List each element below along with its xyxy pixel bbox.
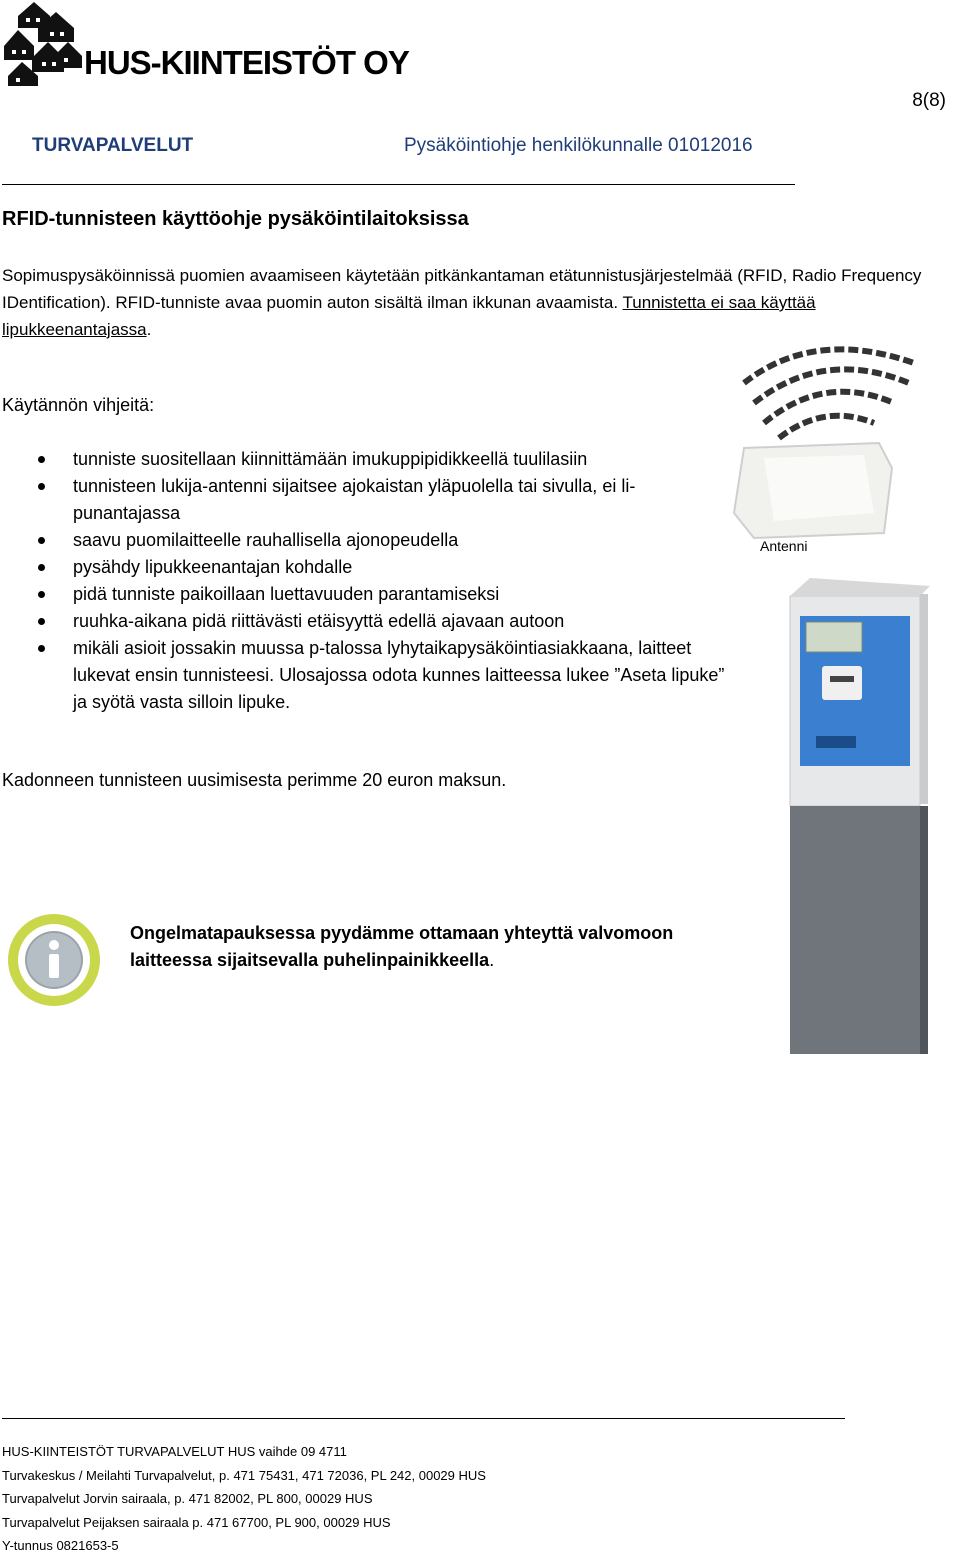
footer-rule	[2, 1418, 845, 1419]
antenna-caption: Antenni	[760, 538, 808, 554]
page-title: RFID-tunnisteen käyttöohje pysäköintilaitoksissa	[2, 208, 469, 230]
tips-list	[0, 446, 730, 716]
contact-text: Ongelmatapauksessa pyydämme ottamaan yhteyttä valvomoon laitteessa sijaitsevalla puhelinpainikkeella	[130, 923, 674, 970]
header-rule	[2, 184, 795, 185]
intro-end: .	[146, 320, 152, 339]
intro-text: Sopimuspysäköinnissä puomien avaamiseen käytetään pitkänkantaman etätunnistusjärjestelmää (RFID, Radio Frequency IDentification). RFID-tunniste avaa puomin auton sisältä ilman ikkunan avaamista.	[2, 266, 922, 312]
footer-line: Turvapalvelut Jorvin sairaala, p. 471 82002, PL 800, 00029 HUS	[2, 1491, 373, 1506]
contact-instructions	[130, 920, 750, 974]
footer-line: Turvakeskus / Meilahti Turvapalvelut, p. 471 75431, 471 72036, PL 242, 00029 HUS	[2, 1467, 486, 1483]
antenna-image	[704, 343, 914, 543]
contact-end: .	[489, 950, 495, 970]
list-item: saavu puomilaitteelle rauhallisella ajonopeudella	[0, 527, 730, 554]
footer-line: Turvapalvelut Peijaksen sairaala p. 471 67700, PL 900, 00029 HUS	[2, 1514, 391, 1530]
footer-line: Y-tunnus 0821653-5	[2, 1538, 119, 1553]
info-icon	[6, 912, 102, 1008]
replacement-fee-text: Kadonneen tunnisteen uusimisesta perimme 20 euron maksun.	[2, 770, 507, 790]
intro-paragraph	[2, 262, 958, 343]
list-item: pysähdy lipukkeenantajan kohdalle	[0, 554, 730, 581]
list-item: tunniste suositellaan kiinnittämään imukuppipidikkeellä tuulilasiin	[0, 446, 730, 473]
footer-line: HUS-KIINTEISTÖT TURVAPALVELUT HUS vaihde 09 4711	[2, 1444, 347, 1459]
ticket-machine-image	[780, 576, 930, 1056]
tips-heading: Käytännön vihjeitä:	[2, 395, 155, 415]
list-item: ruuhka-aikana pidä riittävästi etäisyyttä edellä ajavaan autoon	[0, 608, 730, 635]
footer-contacts	[2, 1440, 486, 1558]
intro-warning: Tunnistetta ei saa käyttää lipukkeenantajassa	[2, 293, 816, 339]
page-number: 8(8)	[912, 90, 946, 111]
document-title: Pysäköintiohje henkilökunnalle 01012016	[404, 135, 753, 156]
list-item: mikäli asioit jossakin muussa p-talossa lyhytaikapysäköintiasiakkaana, laitteet lukevat ensin tunnisteesi. Ulosajossa odota kunnes laitteessa lukee ”Aseta lipuke” ja syötä vasta silloin lipuke.	[0, 635, 730, 716]
list-item: pidä tunniste paikoillaan luettavuuden parantamiseksi	[0, 581, 730, 608]
list-item: tunnisteen lukija-antenni sijaitsee ajokaistan yläpuolella tai sivulla, ei li-punantajassa	[0, 473, 730, 527]
company-name: HUS-KIINTEISTÖT OY	[84, 44, 409, 81]
department-label: TURVAPALVELUT	[32, 135, 194, 156]
